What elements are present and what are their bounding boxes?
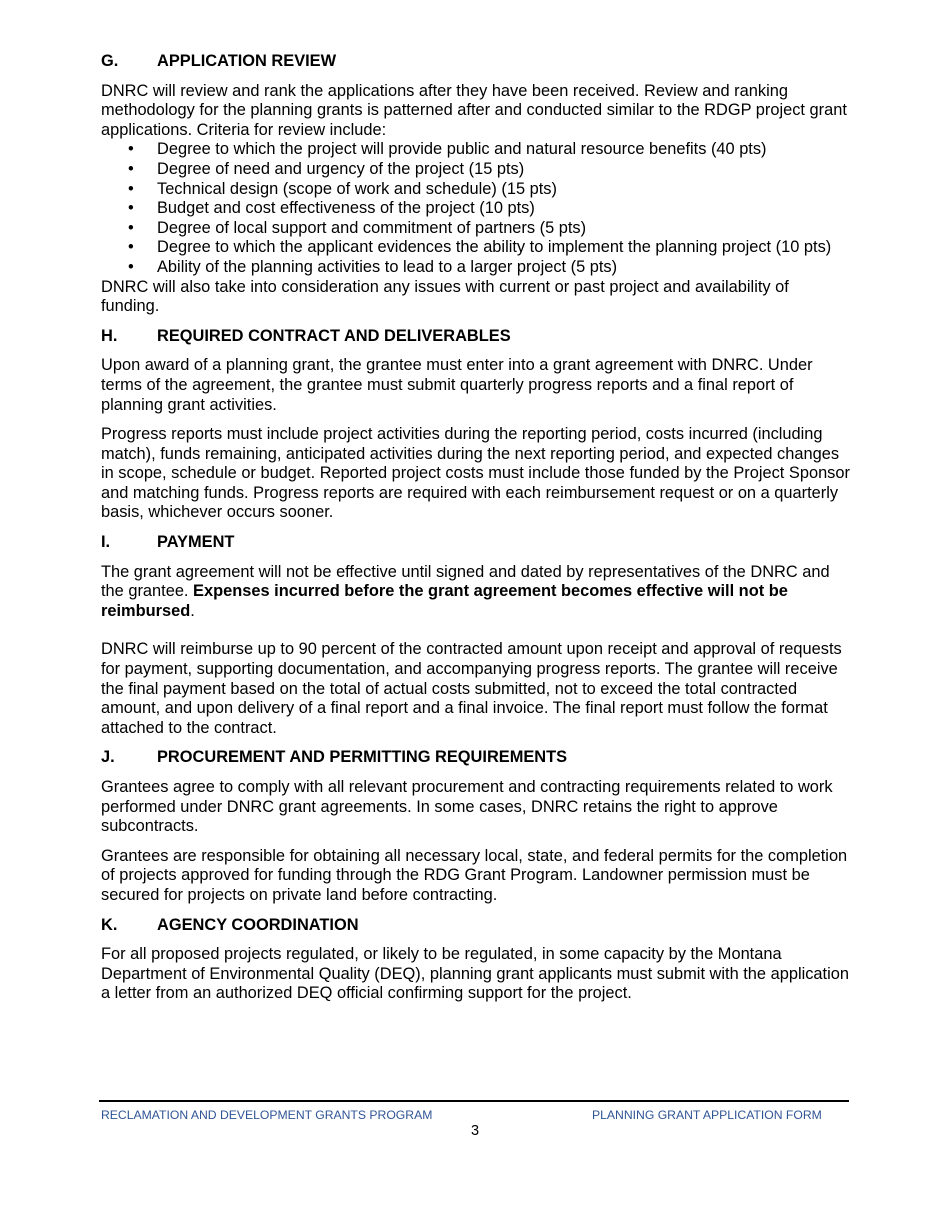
- criteria-item: • Degree to which the project will provide public and natural resource benefits (40 pts): [101, 140, 851, 160]
- review-criteria-list: [101, 140, 851, 277]
- section-i-title: PAYMENT: [157, 533, 235, 552]
- criteria-item: • Budget and cost effectiveness of the project (10 pts): [101, 199, 851, 219]
- section-g-closing: DNRC will also take into consideration any issues with current or past project and availability of funding.: [101, 277, 789, 316]
- section-h-paragraph-1: Upon award of a planning grant, the grantee must enter into a grant agreement with DNRC. Under terms of the agreement, the grantee must submit quarterly progress reports and a final report of planning grant activities.: [101, 356, 813, 414]
- section-i-heading: [101, 533, 851, 553]
- section-g-intro: DNRC will review and rank the applications after they have been received. Review and ranking methodology for the planning grants is patterned after and conducted similar to the RDGP project grant applications. Criteria for review include:: [101, 81, 847, 139]
- footer-form-name: PLANNING GRANT APPLICATION FORM: [592, 1108, 822, 1122]
- criteria-item: • Ability of the planning activities to lead to a larger project (5 pts): [101, 258, 851, 278]
- criteria-item: • Technical design (scope of work and schedule) (15 pts): [101, 180, 851, 200]
- section-k-title: AGENCY COORDINATION: [157, 915, 359, 934]
- section-i-text: The grant agreement will not be effective until signed and dated by representatives of the DNRC and the grantee.: [101, 562, 830, 601]
- section-i-bold-text: Expenses incurred before the grant agreement becomes effective will not be reimbursed: [101, 582, 788, 620]
- footer-program-name: RECLAMATION AND DEVELOPMENT GRANTS PROGRAM: [101, 1108, 433, 1122]
- criteria-item: • Degree of local support and commitment of partners (5 pts): [101, 219, 851, 239]
- section-i-paragraph-1: [101, 563, 851, 622]
- section-k-paragraph-1: For all proposed projects regulated, or likely to be regulated, in some capacity by the Montana Department of Environmental Quality (DEQ), planning grant applicants must submit with the application a letter from an authorized DEQ official confirming support for the project.: [101, 945, 849, 1003]
- section-j-letter: J.: [101, 748, 115, 767]
- section-j-heading: [101, 748, 851, 768]
- page-number: 3: [470, 1123, 480, 1139]
- section-i-paragraph-2: DNRC will reimburse up to 90 percent of the contracted amount upon receipt and approval of requests for payment, supporting documentation, and accompanying progress reports. The grantee will receive the final payment based on the total of actual costs submitted, not to exceed the total contracted amount, and upon delivery of a final report and a final invoice. The final report must follow the format attached to the contract.: [101, 640, 842, 737]
- section-k-letter: K.: [101, 915, 118, 934]
- footer-divider: [99, 1100, 849, 1102]
- criteria-item: • Degree to which the applicant evidences the ability to implement the planning project (10 pts): [101, 238, 851, 258]
- section-j-paragraph-2: Grantees are responsible for obtaining all necessary local, state, and federal permits for the completion of projects approved for funding through the RDG Grant Program. Landowner permission must be secured for projects on private land before contracting.: [101, 846, 848, 904]
- section-g-heading: [101, 52, 851, 72]
- section-g-letter: G.: [101, 52, 119, 70]
- section-k-heading: [101, 916, 851, 936]
- section-g-title: APPLICATION REVIEW: [157, 52, 337, 70]
- section-h-title: REQUIRED CONTRACT AND DELIVERABLES: [157, 326, 511, 345]
- section-i-period: .: [190, 601, 195, 620]
- criteria-item: • Degree of need and urgency of the project (15 pts): [101, 160, 851, 180]
- section-j-title: PROCUREMENT AND PERMITTING REQUIREMENTS: [157, 748, 568, 767]
- document-page: [101, 52, 851, 1014]
- section-j-paragraph-1: Grantees agree to comply with all relevant procurement and contracting requirements related to work performed under DNRC grant agreements. In some cases, DNRC retains the right to approve subcontracts.: [101, 778, 833, 836]
- section-h-paragraph-2: Progress reports must include project activities during the reporting period, costs incurred (including match), funds remaining, anticipated activities during the next reporting period, and expected changes in scope, schedule or budget. Reported project costs must include those funded by the Project Sponsor and matching funds. Progress reports are required with each reimbursement request or on a quarterly basis, whichever occurs sooner.: [101, 425, 850, 522]
- section-i-letter: I.: [101, 533, 111, 552]
- section-h-heading: [101, 327, 851, 347]
- section-h-letter: H.: [101, 326, 118, 345]
